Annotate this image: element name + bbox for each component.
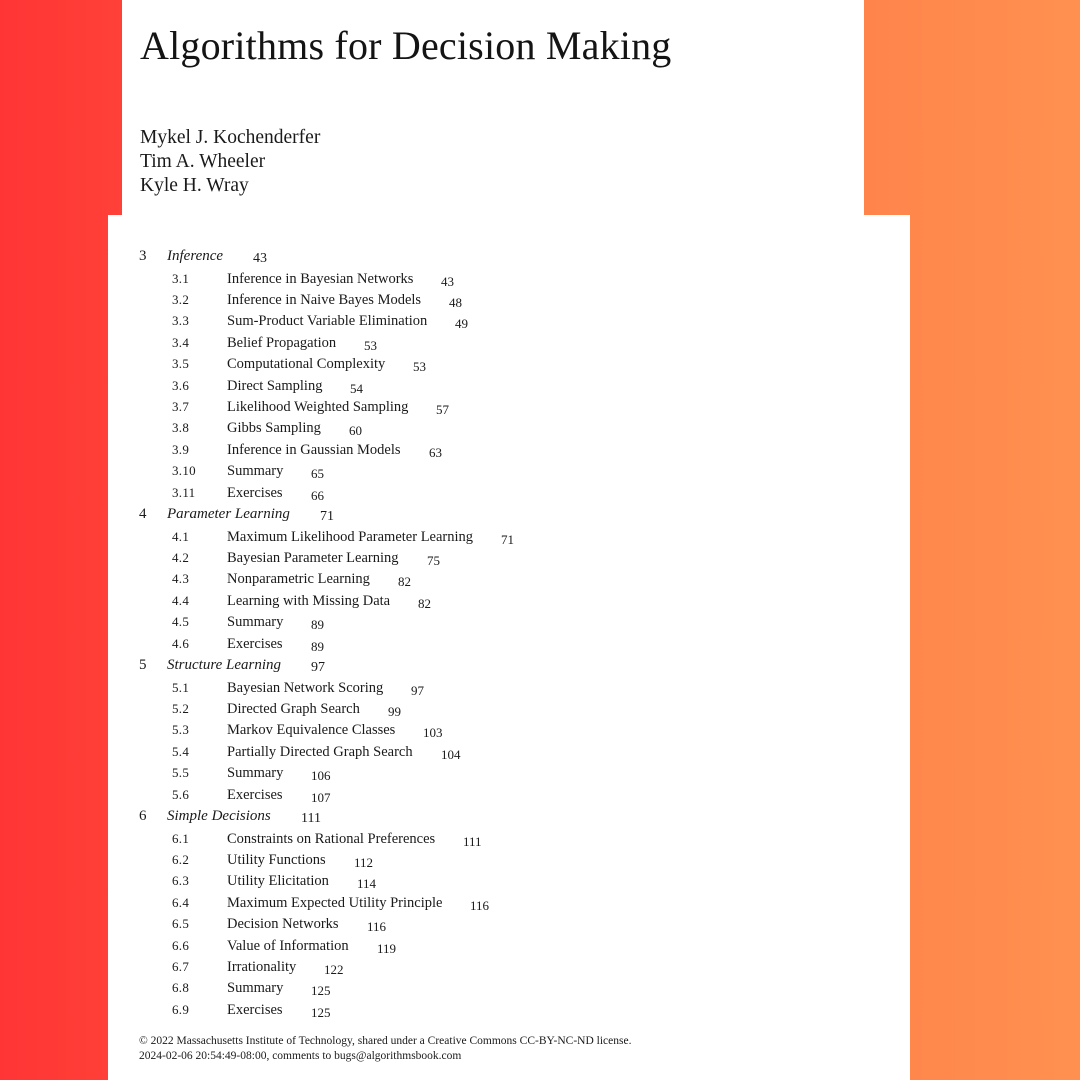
- page-number: 106: [311, 768, 331, 784]
- section-number: 6.1: [172, 830, 190, 846]
- section-number: 5.2: [172, 701, 190, 716]
- page-number: 66: [311, 487, 324, 503]
- page-number: 125: [311, 1004, 331, 1020]
- chapter-title: Inference: [167, 248, 224, 264]
- section-title: Gibbs Sampling: [227, 420, 321, 437]
- page-number: 82: [398, 574, 411, 590]
- section-number: 4.5: [172, 614, 190, 630]
- section-title: Summary: [227, 614, 284, 631]
- section-number: 5.5: [172, 765, 190, 781]
- section-number: 5.6: [172, 786, 190, 802]
- chapter-title: Structure Learning: [167, 657, 282, 673]
- page-number: 119: [377, 940, 397, 956]
- page-number: 75: [427, 553, 440, 568]
- section-title: Computational Complexity: [227, 356, 386, 373]
- page-number: 65: [311, 466, 324, 482]
- page-number: 54: [350, 380, 363, 396]
- section-title: Learning with Missing Data: [227, 592, 391, 609]
- page-number: 89: [311, 617, 324, 633]
- section-number: 3.1: [172, 270, 190, 286]
- page-number: 82: [418, 595, 431, 611]
- section-number: 5.1: [172, 679, 190, 695]
- section-number: 5.4: [172, 743, 190, 759]
- page-number: 104: [441, 746, 461, 762]
- section-title: Markov Equivalence Classes: [227, 722, 396, 739]
- page-number: 48: [449, 295, 462, 310]
- section-title: Directed Graph Search: [227, 701, 360, 717]
- page-number: 60: [349, 423, 362, 439]
- page-number: 57: [436, 402, 449, 417]
- author-name: Tim A. Wheeler: [140, 151, 266, 172]
- page-number: 97: [311, 660, 325, 675]
- section-number: 4.1: [172, 528, 190, 544]
- section-number: 3.10: [172, 463, 196, 479]
- build-info: 2024-02-06 20:54:49-08:00, comments to bugs@algorithmsbook.com: [139, 1050, 462, 1062]
- section-number: 4.6: [172, 635, 190, 651]
- section-number: 6.7: [172, 959, 190, 974]
- section-title: Summary: [227, 765, 284, 782]
- section-title: Direct Sampling: [227, 377, 323, 394]
- page-footer: [139, 1034, 631, 1064]
- page-number: 125: [311, 983, 331, 999]
- section-title: Bayesian Network Scoring: [227, 679, 384, 696]
- page-number: 114: [357, 876, 377, 892]
- page-number: 122: [324, 962, 344, 977]
- author-name: Kyle H. Wray: [140, 175, 249, 196]
- section-number: 3.11: [172, 484, 196, 500]
- page-number: 116: [470, 897, 490, 913]
- section-number: 6.8: [172, 980, 190, 996]
- section-title: Maximum Likelihood Parameter Learning: [227, 528, 474, 545]
- section-number: 3.6: [172, 377, 190, 393]
- page-number: 103: [423, 725, 443, 741]
- license-notice: © 2022 Massachusetts Institute of Technology, shared under a Creative Commons CC-BY-NC-ND license.: [139, 1035, 632, 1047]
- page-number: 111: [301, 811, 321, 826]
- section-title: Likelihood Weighted Sampling: [227, 399, 409, 415]
- chapter-title: Parameter Learning: [167, 506, 290, 522]
- section-title: Irrationality: [227, 959, 297, 975]
- section-title: Constraints on Rational Preferences: [227, 830, 436, 847]
- section-title: Value of Information: [227, 937, 349, 954]
- section-number: 3.4: [172, 334, 190, 350]
- chapter-number: 6: [139, 808, 147, 824]
- section-title: Nonparametric Learning: [227, 571, 370, 588]
- chapter-number: 3: [139, 248, 147, 264]
- section-number: 6.5: [172, 916, 190, 932]
- section-title: Exercises: [227, 635, 283, 652]
- section-number: 3.3: [172, 313, 190, 329]
- page-number: 89: [311, 638, 324, 654]
- chapter-number: 4: [139, 506, 147, 522]
- section-title: Utility Functions: [227, 852, 326, 868]
- page-number: 111: [463, 833, 482, 849]
- section-title: Bayesian Parameter Learning: [227, 550, 399, 566]
- section-number: 3.9: [172, 441, 190, 457]
- chapter-title: Simple Decisions: [167, 808, 271, 824]
- page-number: 71: [501, 531, 514, 547]
- section-number: 3.7: [172, 399, 190, 414]
- section-title: Belief Propagation: [227, 334, 337, 351]
- page-number: 107: [311, 789, 331, 805]
- section-number: 4.2: [172, 550, 190, 565]
- section-title: Inference in Naive Bayes Models: [227, 292, 422, 308]
- page-number: 43: [441, 273, 454, 289]
- section-number: 3.2: [172, 292, 190, 307]
- section-number: 4.4: [172, 592, 190, 608]
- section-title: Exercises: [227, 484, 283, 501]
- section-title: Decision Networks: [227, 916, 339, 933]
- page-number: 49: [455, 316, 468, 332]
- section-title: Sum-Product Variable Elimination: [227, 313, 428, 330]
- section-title: Exercises: [227, 1001, 283, 1018]
- section-number: 6.3: [172, 873, 190, 889]
- author-name: Mykel J. Kochenderfer: [140, 127, 321, 148]
- section-number: 4.3: [172, 571, 190, 587]
- section-number: 3.5: [172, 356, 190, 372]
- section-title: Utility Elicitation: [227, 873, 329, 890]
- section-title: Inference in Bayesian Networks: [227, 270, 414, 287]
- page-number: 116: [367, 919, 387, 935]
- section-number: 6.6: [172, 937, 190, 953]
- section-title: Inference in Gaussian Models: [227, 441, 401, 458]
- page-number: 97: [411, 682, 424, 698]
- section-number: 5.3: [172, 722, 190, 738]
- section-title: Exercises: [227, 786, 283, 803]
- section-number: 6.2: [172, 852, 190, 867]
- page-number: 53: [413, 359, 426, 375]
- page-number: 99: [388, 704, 401, 719]
- page-number: 43: [253, 251, 267, 266]
- section-number: 6.4: [172, 894, 190, 910]
- author-list: [140, 126, 320, 198]
- section-number: 6.9: [172, 1001, 190, 1017]
- page-number: 53: [364, 337, 377, 353]
- section-title: Summary: [227, 980, 284, 997]
- page-number: 112: [354, 855, 374, 870]
- chapter-number: 5: [139, 657, 147, 673]
- book-title: Algorithms for Decision Making: [140, 23, 672, 68]
- page-number: 63: [429, 444, 442, 460]
- section-title: Maximum Expected Utility Principle: [227, 894, 443, 911]
- page-number: 71: [320, 509, 334, 524]
- section-title: Partially Directed Graph Search: [227, 743, 413, 760]
- section-title: Summary: [227, 463, 284, 480]
- section-number: 3.8: [172, 420, 190, 436]
